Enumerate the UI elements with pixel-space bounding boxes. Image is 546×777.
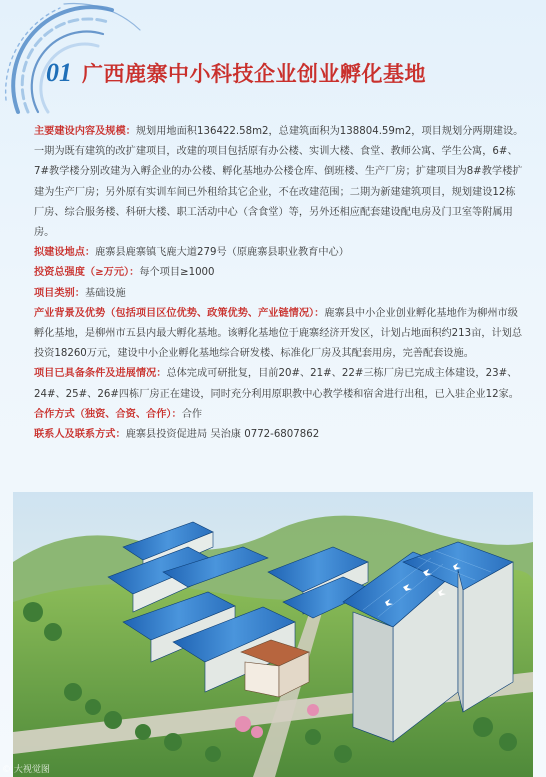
contact-paragraph bbox=[34, 425, 524, 445]
investment-label: 投资总强度（≥万元）： bbox=[34, 267, 140, 279]
contact-text: 鹿寨县投资促进局 吴治康 0772-6807862 bbox=[125, 429, 320, 441]
investment-text: 每个项目≥1000 bbox=[139, 267, 215, 279]
cooperation-label: 合作方式（独资、合资、合作）： bbox=[34, 408, 182, 420]
section-number: 01 bbox=[46, 58, 72, 87]
background-paragraph bbox=[34, 304, 524, 365]
background-label: 产业背景及优势（包括项目区位优势、政策优势、产业链情况）： bbox=[34, 307, 325, 319]
category-paragraph bbox=[34, 284, 524, 304]
investment-paragraph bbox=[34, 263, 524, 283]
contact-label: 联系人及联系方式： bbox=[34, 429, 126, 441]
scale-label: 主要建设内容及规模： bbox=[34, 126, 136, 137]
scale-text: 规划用地面积136422.58m2，总建筑面积为138804.59m2，项目规划分两期建设。一期为既有建筑的改扩建项目，改建的项目包括原有办公楼、实训大楼、食堂、教师公寓、学生公寓，6#、7#教学楼分别改建为入孵企业的办公楼、孵化基地办公楼仓库、倒班楼、生产厂房；扩建项目为8#教学楼扩建为生产厂房；另外原有实训车间已外租给其它企业，不在改建范围；二期为新建建筑项目，规划建设12栋厂房、综合服务楼、科研大楼、职工活动中心（含食堂）等，另外还相应配套建设配电房及门卫室等附属用房。 bbox=[34, 126, 524, 239]
category-label: 项目类别： bbox=[34, 287, 85, 299]
progress-paragraph bbox=[34, 364, 524, 404]
watermark-text: © 大视觉图 bbox=[2, 765, 50, 775]
category-text: 基础设施 bbox=[84, 287, 126, 299]
scale-paragraph bbox=[34, 122, 524, 243]
location-label: 拟建设地点： bbox=[34, 247, 96, 259]
page-title: 广西鹿寨中小科技企业创业孵化基地 bbox=[82, 62, 426, 86]
cooperation-paragraph bbox=[34, 405, 524, 425]
location-paragraph bbox=[34, 243, 524, 263]
progress-text: 总体完成可研批复，目前20#、21#、22#三栋厂房已完成主体建设，23#、24#、25#、26#四栋厂房正在建设，同时充分利用原职教中心教学楼和宿舍进行出租，已入驻企业12家。 bbox=[34, 368, 519, 400]
location-text: 鹿寨县鹿寨镇飞鹿大道279号（原鹿寨县职业教育中心） bbox=[95, 247, 349, 259]
section-header bbox=[46, 58, 426, 88]
background-text: 鹿寨县中小企业创业孵化基地作为柳州市级孵化基地，是柳州市五县内最大孵化基地。该孵化基地位于鹿寨经济开发区，计划占地面积约213亩，计划总投资18260万元，建设中小企业孵化基地综合研发楼、标准化厂房及其配套用房，完善配套设施。 bbox=[34, 307, 523, 360]
progress-label: 项目已具备条件及进展情况： bbox=[34, 368, 167, 380]
project-details bbox=[34, 122, 524, 445]
cooperation-text: 合作 bbox=[181, 408, 203, 420]
industrial-park-rendering-image bbox=[13, 492, 533, 777]
